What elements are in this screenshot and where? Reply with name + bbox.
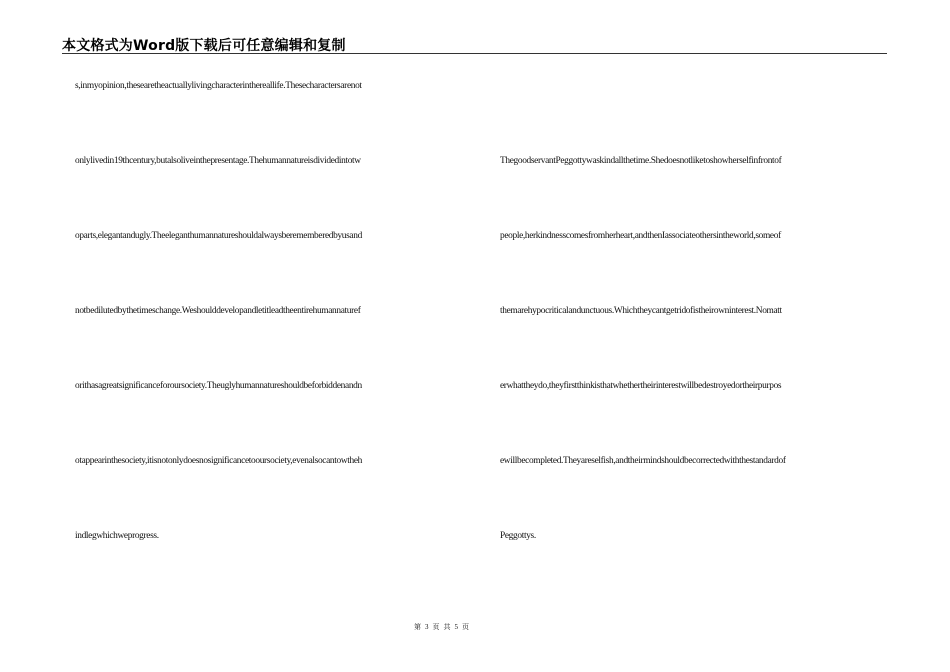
text-line: oparts,elegantandugly.Theeleganthumannatureshouldalwaysberememberedbyusand [75, 231, 362, 241]
total-pages-number: 5 [454, 623, 458, 631]
footer-label-mid1: 页 [432, 623, 440, 631]
page-footer [0, 622, 883, 632]
text-line: ewillbecompleted.Theyareselfish,andtheirmindshouldbecorrectedwiththestandardof [500, 456, 786, 466]
text-line: notbedilutedbythetimeschange.Weshoulddevelopandletitleadtheentirehumannaturef [75, 306, 361, 316]
footer-label-suffix: 页 [462, 623, 469, 631]
text-line: themarehypocriticalandunctuous.Whichtheycantgetridofistheirowninterest.Nomatt [500, 306, 782, 316]
text-line: indlegwhichweprogress. [75, 531, 159, 541]
text-line: erwhattheydo,theyfirstthinkisthatwhethertheirinterestwillbedestroyedortheirpurpos [500, 381, 782, 391]
header-divider [62, 53, 887, 54]
footer-label-mid2: 共 [443, 623, 451, 631]
text-line: otappearinthesociety,itisnotonlydoesnosignificancetooursociety,evenalsocantowtheh [75, 456, 363, 466]
footer-label-prefix: 第 [414, 623, 421, 631]
text-line: Peggottys. [500, 531, 536, 541]
text-line: s,inmyopinion,thesearetheactuallylivingcharacterinthereallife.Thesecharactersarenot [75, 81, 362, 91]
text-line: ThegoodservantPeggottywaskindallthetime.Shedoesnotliketoshowherselfinfrontof [500, 156, 782, 166]
text-line: onlylivedin19thcentury,butalsoliveinthepresentage.Thehumannatureisdividedintotw [75, 156, 361, 166]
document-header-title: 本文格式为Word版下载后可任意编辑和复制 [62, 38, 346, 54]
text-line: orithasagreatsignificanceforoursociety.Theuglyhumannatureshouldbeforbiddenandn [75, 381, 362, 391]
current-page-number: 3 [425, 623, 429, 631]
text-line: people,herkindnesscomesfromherheart,andthenIassociateothersintheworld,someof [500, 231, 781, 241]
